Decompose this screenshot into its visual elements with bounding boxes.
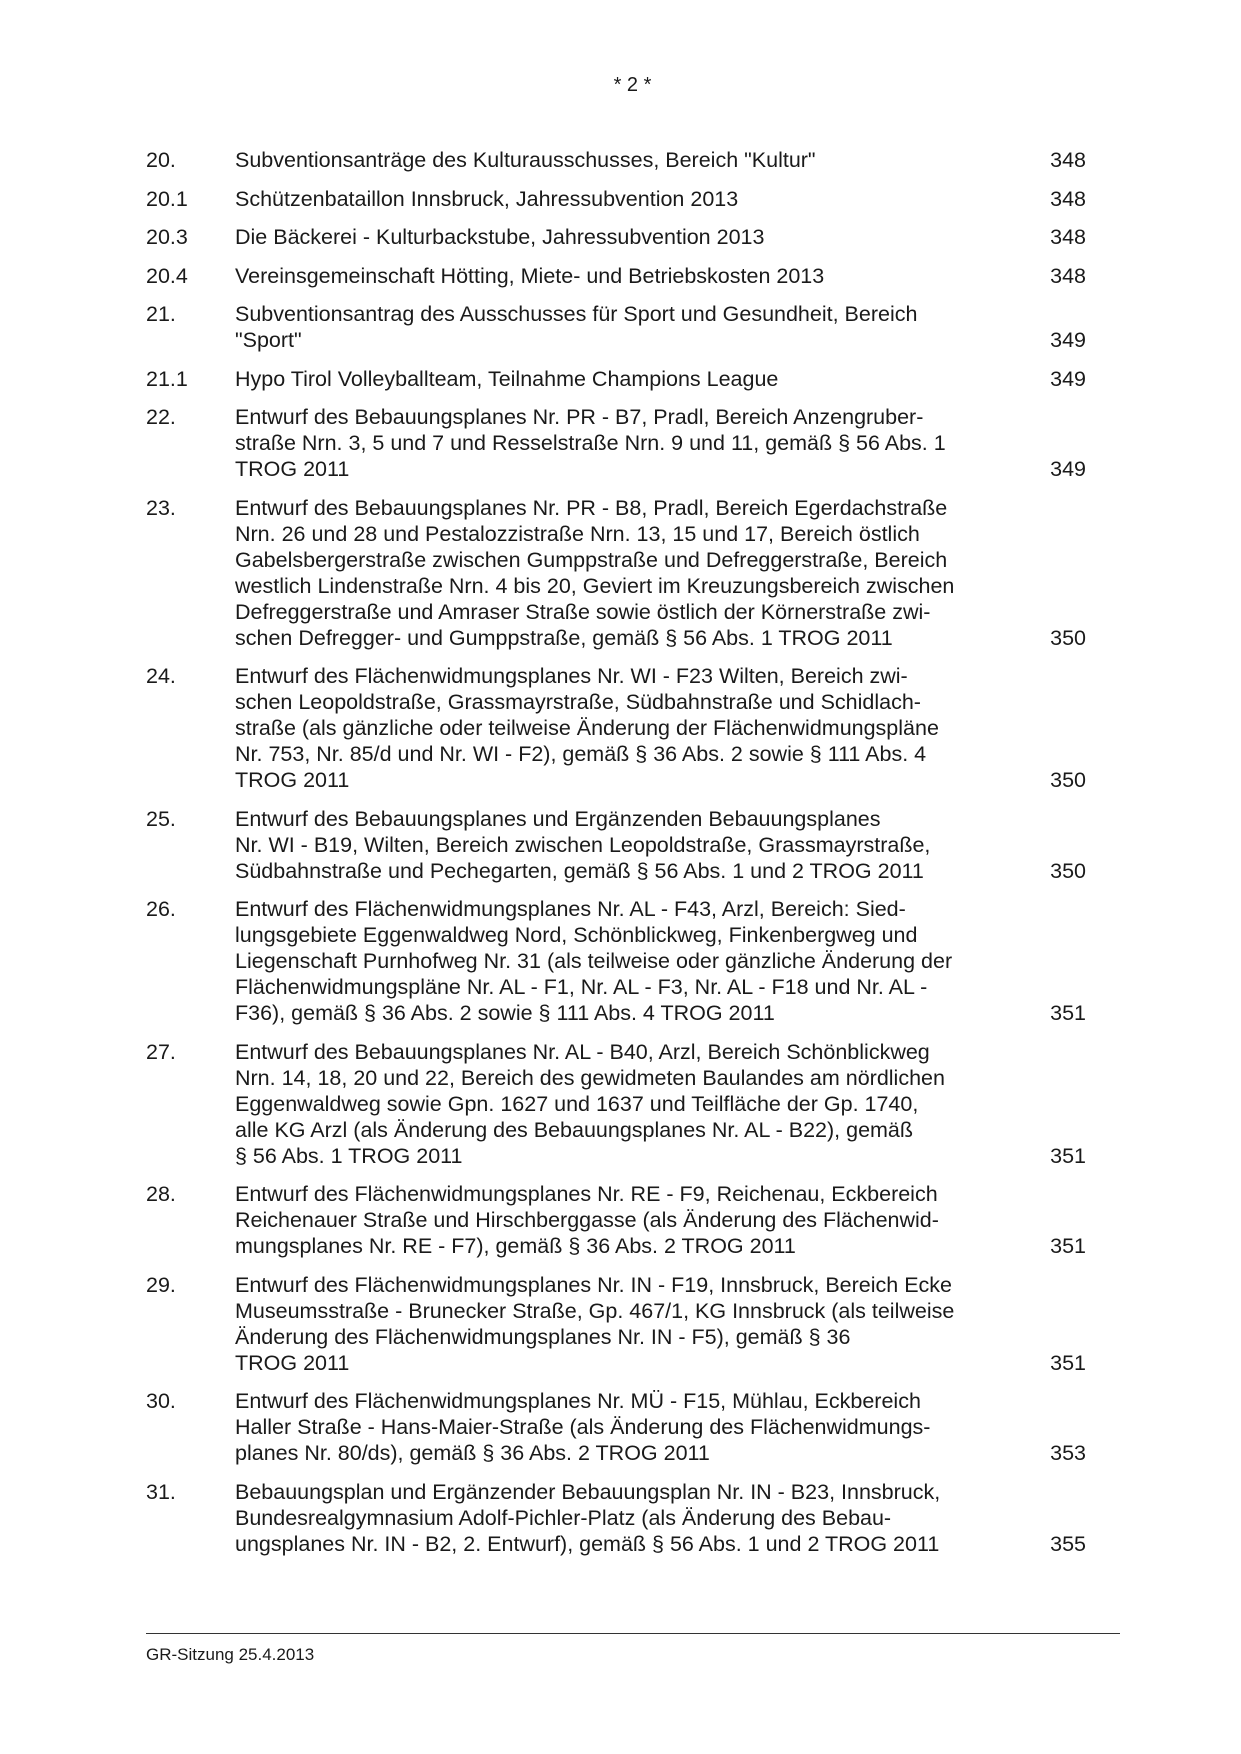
table-of-contents <box>146 147 1086 1569</box>
toc-entry-number: 20. <box>146 148 176 172</box>
toc-entry-title <box>235 1039 1005 1169</box>
toc-entry-title-line: Liegenschaft Purnhofweg Nr. 31 (als teilweise oder gänzliche Änderung der <box>235 949 953 973</box>
toc-entry-title <box>235 896 1005 1026</box>
toc-entry <box>146 1479 1086 1557</box>
toc-entry-number: 22. <box>146 405 176 429</box>
toc-entry-title-line: Entwurf des Bebauungsplanes und Ergänzenden Bebauungsplanes <box>235 806 881 831</box>
toc-entry <box>146 663 1086 793</box>
toc-entry-title-line: Nr. 753, Nr. 85/d und Nr. WI - F2), gemäß § 36 Abs. 2 sowie § 111 Abs. 4 <box>235 742 927 766</box>
toc-entry <box>146 224 1086 250</box>
toc-entry-page: 348 <box>1050 263 1086 288</box>
toc-entry-title <box>235 263 1005 289</box>
toc-entry-title-line: Hypo Tirol Volleyballteam, Teilnahme Champions League <box>235 366 779 391</box>
toc-entry-page: 349 <box>1050 366 1086 391</box>
toc-entry-number: 29. <box>146 1272 176 1297</box>
toc-entry-page: 351 <box>1050 1001 1086 1025</box>
toc-entry-title-line: Schützenbataillon Innsbruck, Jahressubvention 2013 <box>235 186 739 211</box>
toc-entry-page: 350 <box>1050 858 1086 883</box>
toc-entry-title <box>235 366 1005 392</box>
toc-entry-title-line: Entwurf des Flächenwidmungsplanes Nr. AL - F43, Arzl, Bereich: Sied- <box>235 897 906 921</box>
toc-entry-page: 349 <box>1050 328 1086 352</box>
toc-entry-title-line: Vereinsgemeinschaft Hötting, Miete- und Betriebskosten 2013 <box>235 263 825 288</box>
toc-entry-page: 351 <box>1050 1350 1086 1375</box>
toc-entry-page: 348 <box>1050 225 1086 249</box>
toc-entry-number: 26. <box>146 897 176 921</box>
toc-entry <box>146 896 1086 1026</box>
toc-entry-page: 353 <box>1050 1441 1086 1465</box>
page-number: * 2 * <box>613 74 652 96</box>
toc-entry-number: 23. <box>146 495 176 520</box>
toc-entry-title <box>235 663 1005 793</box>
toc-entry-page: 348 <box>1050 148 1086 172</box>
toc-entry-title-line: Entwurf des Bebauungsplanes Nr. PR - B8, Pradl, Bereich Egerdachstraße <box>235 495 948 520</box>
toc-entry <box>146 1039 1086 1169</box>
toc-entry-number: 21. <box>146 302 176 326</box>
toc-entry-number: 20.3 <box>146 225 188 249</box>
toc-entry-title-line: Defreggerstraße und Amraser Straße sowie östlich der Körnerstraße zwi- <box>235 599 931 624</box>
toc-entry-page: 350 <box>1050 768 1086 792</box>
footer-session-date: GR-Sitzung 25.4.2013 <box>146 1645 315 1664</box>
toc-entry-page: 355 <box>1050 1531 1086 1556</box>
toc-entry-title <box>235 495 1005 651</box>
toc-entry-title-line: TROG 2011 <box>235 457 350 481</box>
toc-entry-title-line: Flächenwidmungspläne Nr. AL - F1, Nr. AL - F3, Nr. AL - F18 und Nr. AL - <box>235 975 928 999</box>
toc-entry-title-line: Nr. WI - B19, Wilten, Bereich zwischen Leopoldstraße, Grassmayrstraße, <box>235 832 931 857</box>
toc-entry-title-line: Nrn. 14, 18, 20 und 22, Bereich des gewidmeten Baulandes am nördlichen <box>235 1065 945 1090</box>
toc-entry-title <box>235 1479 1005 1557</box>
toc-entry-title-line: alle KG Arzl (als Änderung des Bebauungsplanes Nr. AL - B22), gemäß <box>235 1117 914 1142</box>
toc-entry-title-line: Eggenwaldweg sowie Gpn. 1627 und 1637 und Teilfläche der Gp. 1740, <box>235 1091 919 1116</box>
toc-entry-title-line: Entwurf des Flächenwidmungsplanes Nr. WI - F23 Wilten, Bereich zwi- <box>235 664 908 688</box>
toc-entry-number: 24. <box>146 664 176 688</box>
toc-entry-number: 21.1 <box>146 366 188 391</box>
toc-entry-title-line: Entwurf des Flächenwidmungsplanes Nr. RE - F9, Reichenau, Eckbereich <box>235 1182 938 1206</box>
toc-entry-title-line: Entwurf des Bebauungsplanes Nr. AL - B40, Arzl, Bereich Schönblickweg <box>235 1039 930 1064</box>
toc-entry-number: 27. <box>146 1039 176 1064</box>
toc-entry-title-line: Entwurf des Flächenwidmungsplanes Nr. IN - F19, Innsbruck, Bereich Ecke <box>235 1272 952 1297</box>
toc-entry <box>146 1272 1086 1376</box>
toc-entry <box>146 186 1086 212</box>
toc-entry-title <box>235 224 1005 250</box>
toc-entry-title <box>235 1272 1005 1376</box>
toc-entry-title-line: schen Leopoldstraße, Grassmayrstraße, Südbahnstraße und Schidlach- <box>235 690 921 714</box>
toc-entry <box>146 404 1086 482</box>
toc-entry-number: 30. <box>146 1389 176 1413</box>
toc-entry-title-line: mungsplanes Nr. RE - F7), gemäß § 36 Abs. 2 TROG 2011 <box>235 1234 796 1258</box>
toc-entry-title-line: westlich Lindenstraße Nrn. 4 bis 20, Geviert im Kreuzungsbereich zwischen <box>235 573 955 598</box>
toc-entry-title-line: Museumsstraße - Brunecker Straße, Gp. 467/1, KG Innsbruck (als teilweise <box>235 1298 955 1323</box>
toc-entry-title <box>235 147 1005 173</box>
toc-entry-title-line: Gabelsbergerstraße zwischen Gumppstraße und Defreggerstraße, Bereich <box>235 547 948 572</box>
toc-entry-title <box>235 404 1005 482</box>
toc-entry-title-line: Entwurf des Flächenwidmungsplanes Nr. MÜ - F15, Mühlau, Eckbereich <box>235 1389 921 1413</box>
toc-entry-title-line: Änderung des Flächenwidmungsplanes Nr. IN - F5), gemäß § 36 <box>235 1324 851 1349</box>
toc-entry-title-line: ungsplanes Nr. IN - B2, 2. Entwurf), gemäß § 56 Abs. 1 und 2 TROG 2011 <box>235 1531 940 1556</box>
toc-entry-title-line: Haller Straße - Hans-Maier-Straße (als Änderung des Flächenwidmungs- <box>235 1415 931 1439</box>
toc-entry <box>146 806 1086 884</box>
toc-entry-page: 351 <box>1050 1143 1086 1168</box>
toc-entry-title-line: lungsgebiete Eggenwaldweg Nord, Schönblickweg, Finkenbergweg und <box>235 923 918 947</box>
toc-entry-title-line: Bebauungsplan und Ergänzender Bebauungsplan Nr. IN - B23, Innsbruck, <box>235 1479 941 1504</box>
toc-entry-number: 28. <box>146 1182 176 1206</box>
toc-entry <box>146 1181 1086 1259</box>
toc-entry-title <box>235 806 1005 884</box>
toc-entry-title <box>235 301 1005 353</box>
toc-entry-title-line: Südbahnstraße und Pechegarten, gemäß § 56 Abs. 1 und 2 TROG 2011 <box>235 858 924 883</box>
toc-entry-title-line: schen Defregger- und Gumppstraße, gemäß § 56 Abs. 1 TROG 2011 <box>235 625 893 650</box>
toc-entry-title-line: Nrn. 26 und 28 und Pestalozzistraße Nrn. 13, 15 und 17, Bereich östlich <box>235 521 920 546</box>
toc-entry-title-line: Reichenauer Straße und Hirschberggasse (als Änderung des Flächenwid- <box>235 1208 939 1232</box>
toc-entry-title <box>235 186 1005 212</box>
toc-entry <box>146 495 1086 651</box>
toc-entry-page: 350 <box>1050 625 1086 650</box>
footer-divider <box>146 1633 1120 1634</box>
toc-entry-title-line: TROG 2011 <box>235 768 350 792</box>
toc-entry-title-line: straße (als gänzliche oder teilweise Änderung der Flächenwidmungspläne <box>235 716 939 740</box>
toc-entry-number: 25. <box>146 806 176 831</box>
toc-entry-title-line: "Sport" <box>235 328 302 352</box>
toc-entry-number: 31. <box>146 1479 176 1504</box>
toc-entry-title-line: Die Bäckerei - Kulturbackstube, Jahressubvention 2013 <box>235 225 765 249</box>
toc-entry-number: 20.1 <box>146 186 188 211</box>
toc-entry <box>146 147 1086 173</box>
toc-entry-title <box>235 1181 1005 1259</box>
toc-entry <box>146 366 1086 392</box>
toc-entry-title-line: Entwurf des Bebauungsplanes Nr. PR - B7, Pradl, Bereich Anzengruber- <box>235 405 924 429</box>
toc-entry-title-line: Bundesrealgymnasium Adolf-Pichler-Platz (als Änderung des Bebau- <box>235 1505 892 1530</box>
toc-entry-title-line: Subventionsantrag des Ausschusses für Sport und Gesundheit, Bereich <box>235 302 918 326</box>
toc-entry-title-line: § 56 Abs. 1 TROG 2011 <box>235 1143 463 1168</box>
toc-entry-title-line: planes Nr. 80/ds), gemäß § 36 Abs. 2 TROG 2011 <box>235 1441 710 1465</box>
toc-entry <box>146 263 1086 289</box>
toc-entry-title <box>235 1388 1005 1466</box>
toc-entry-page: 348 <box>1050 186 1086 211</box>
toc-entry <box>146 301 1086 353</box>
toc-entry-page: 351 <box>1050 1234 1086 1258</box>
toc-entry-title-line: Subventionsanträge des Kulturausschusses, Bereich "Kultur" <box>235 148 816 172</box>
toc-entry-page: 349 <box>1050 457 1086 481</box>
toc-entry-title-line: TROG 2011 <box>235 1350 350 1375</box>
toc-entry-title-line: straße Nrn. 3, 5 und 7 und Resselstraße Nrn. 9 und 11, gemäß § 56 Abs. 1 <box>235 431 946 455</box>
toc-entry-number: 20.4 <box>146 263 188 288</box>
toc-entry <box>146 1388 1086 1466</box>
toc-entry-title-line: F36), gemäß § 36 Abs. 2 sowie § 111 Abs. 4 TROG 2011 <box>235 1001 775 1025</box>
